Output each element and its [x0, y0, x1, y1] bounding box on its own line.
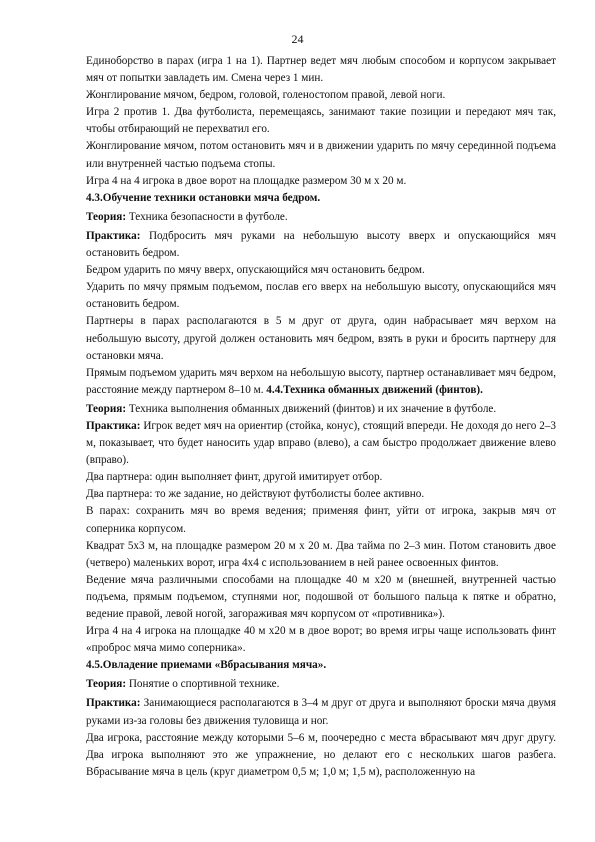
paragraph: [86, 676, 556, 693]
paragraph-text: Прямым подъемом ударить мяч верхом на небольшую высоту, партнер останавливает мяч бедром, расстояние между партнером 8–10 м.: [86, 366, 556, 396]
page-content: [86, 53, 556, 781]
paragraph: Игра 4 на 4 игрока в двое ворот на площадке размером 30 м х 20 м.: [86, 174, 407, 187]
paragraph-text: Игрок ведет мяч на ориентир (стойка, конус), стоящий впереди. Не доходя до него 2–3 м, показывает, что будет наносить удар вправо (влево), а сам быстро продолжает движение влево (вправо).: [86, 419, 556, 467]
page-number: 24: [291, 32, 304, 46]
paragraph: Ведение мяча различными способами на площадке 40 м х20 м (внешней, внутренней частью подъема, прямым подъемом, ступнями ног, подошвой от большого пальца к пятке и обратно, ведение правой, левой ногой, загораживая мяч корпусом от «противника»).: [86, 573, 556, 620]
paragraph-label: Практика:: [86, 229, 141, 242]
paragraph: Два партнера: то же задание, но действуют футболисты более активно.: [86, 488, 425, 501]
paragraph-label: Практика:: [86, 697, 141, 710]
paragraph-text: Подбросить мяч руками на небольшую высоту вверх и опускающийся мяч остановить бедром.: [86, 229, 556, 260]
paragraph: Ударить по мячу прямым подъемом, послав его вверх на небольшую высоту, опускающийся мяч остановить бедром.: [86, 281, 556, 311]
paragraph-text: Понятие о спортивной технике.: [126, 678, 280, 691]
paragraph: Игра 2 против 1. Два футболиста, перемещаясь, занимают такие позиции и передают мяч так, чтобы отбирающий не перехватил его.: [86, 106, 556, 136]
paragraph: Игра 4 на 4 игрока на площадке 40 м х20 м в двое ворот; во время игры чаще использовать финт «проброс мяча мимо соперника».: [86, 625, 556, 655]
paragraph: Жонглирование мячом, бедром, головой, голеностопом правой, левой ноги.: [86, 89, 446, 102]
section-heading-inline: 4.4.Техника обманных движений (финтов).: [266, 383, 483, 396]
paragraph-label: Практика:: [86, 419, 141, 432]
paragraph: Единоборство в парах (игра 1 на 1). Партнер ведет мяч любым способом и корпусом закрывает мяч от попытки завладеть им. Смена через 1 мин.: [86, 55, 556, 85]
paragraph: [86, 209, 556, 226]
paragraph-label: Теория:: [86, 210, 127, 223]
paragraph-text: Техника безопасности в футболе.: [126, 210, 288, 223]
paragraph: [86, 418, 556, 469]
paragraph: Бедром ударить по мячу вверх, опускающийся мяч остановить бедром.: [86, 264, 425, 277]
paragraph-text: Занимающиеся располагаются в 3–4 м друг от друга и выполняют броски мяча двумя руками из-за головы без движения туловища и ног.: [86, 697, 556, 727]
paragraph-text: Техника выполнения обманных движений (финтов) и их значение в футболе.: [126, 402, 497, 415]
paragraph: Партнеры в парах располагаются в 5 м друг от друга, один набрасывает мяч верхом на небольшую высоту, другой должен остановить мяч бедром, взять в руки и бросить партнеру для остановки мяча.: [86, 315, 556, 362]
paragraph: [86, 365, 556, 399]
paragraph: В парах: сохранить мяч во время ведения; применяя финт, уйти от игрока, закрыв мяч от соперника корпусом.: [86, 505, 556, 535]
section-heading: 4.5.Овладение приемами «Вбрасывания мяча».: [86, 659, 327, 672]
paragraph: Квадрат 5х3 м, на площадке размером 20 м х 20 м. Два тайма по 2–3 мин. Потом становить двое (четверо) маленьких ворот, игра 4х4 с использованием в ней ранее освоенных финтов.: [86, 539, 556, 569]
paragraph: Жонглирование мячом, потом остановить мяч и в движении ударить по мячу серединной подъема или внутренней частью подъема стопы.: [86, 140, 556, 170]
paragraph-label: Теория:: [86, 678, 127, 691]
paragraph: [86, 228, 556, 262]
paragraph: Два игрока, расстояние между которыми 5–6 м, поочередно с места вбрасывают мяч друг другу. Два игрока выполняют это же упражнение, но делают его с нескольких шагов разбега. Вбрасывание мяча в цель (круг диаметром 0,5 м; 1,0 м; 1,5 м), расположенную на: [86, 731, 556, 778]
paragraph: [86, 695, 556, 729]
section-heading: 4.3.Обучение техники остановки мяча бедром.: [86, 191, 321, 204]
paragraph: Два партнера: один выполняет финт, другой имитирует отбор.: [86, 471, 383, 484]
paragraph-label: Теория:: [86, 402, 127, 415]
paragraph: [86, 401, 556, 418]
